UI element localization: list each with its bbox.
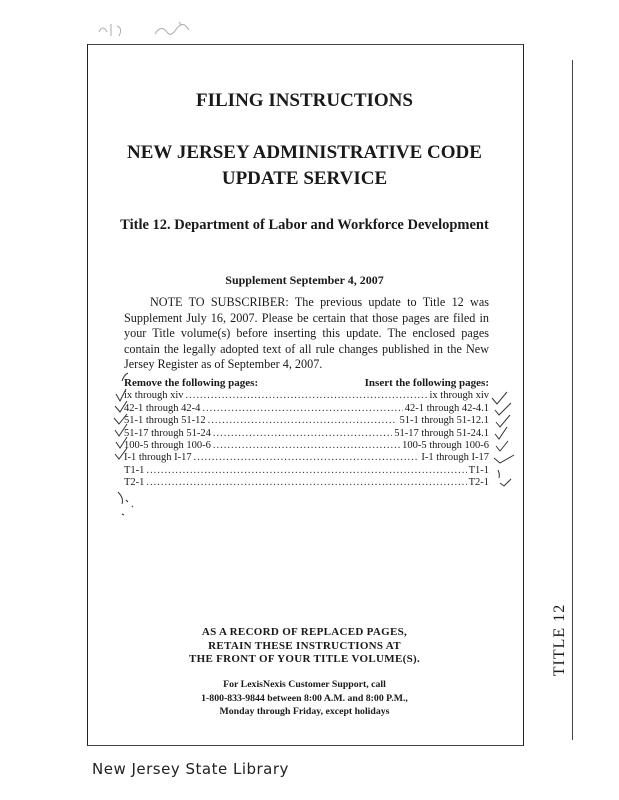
support-line2: 1-800-833-9844 between 8:00 A.M. and 8:00 P.M.,: [201, 692, 408, 704]
supplement-date: Supplement September 4, 2007: [225, 273, 384, 287]
page-row: [124, 390, 489, 402]
leader-dots: [213, 440, 400, 452]
insert-pages: ix through xiv: [429, 390, 489, 402]
remove-pages: T2-1: [124, 477, 145, 489]
subscriber-note: NOTE TO SUBSCRIBER: The previous update to Title 12 was Supplement July 16, 2007. Please be certain that those pages are filed in your Title volume(s) before inserting this update. The enclosed pages contain the legally adopted text of all rule changes published in the New Jersey Register as of September 4, 2007.: [124, 295, 489, 371]
insert-pages: I-1 through I-17: [421, 452, 489, 464]
remove-pages: ix through xiv: [124, 390, 184, 402]
tab-divider: [572, 60, 573, 740]
leader-dots: [208, 415, 398, 427]
page-row: [124, 477, 489, 489]
page-row: [124, 465, 489, 477]
code-heading: [87, 140, 522, 192]
insert-pages: 42-1 through 42-4.1: [404, 402, 489, 414]
code-heading-line1: NEW JERSEY ADMINISTRATIVE CODE: [127, 142, 482, 163]
page-row: [124, 440, 489, 452]
support-line3: Monday through Friday, except holidays: [219, 706, 390, 718]
leader-dots: [146, 465, 466, 477]
page-row: [124, 403, 489, 415]
customer-support: [87, 678, 522, 719]
retain-line2: RETAIN THESE INSTRUCTIONS AT: [208, 639, 401, 652]
leader-dots: [186, 390, 428, 402]
page-list-header: [124, 377, 489, 389]
remove-pages: I-1 through I-17: [124, 452, 192, 464]
scan-artifact: [95, 18, 215, 40]
insert-pages: T2-1: [468, 477, 489, 489]
retain-line1: AS A RECORD OF REPLACED PAGES,: [201, 626, 408, 638]
remove-header: Remove the following pages:: [124, 377, 259, 389]
page-row: [124, 452, 489, 464]
retain-instructions: [87, 626, 522, 667]
insert-pages: T1-1: [468, 464, 489, 476]
library-stamp: New Jersey State Library: [92, 760, 289, 778]
title-tab-label: TITLE 12: [551, 603, 568, 677]
insert-pages: 51-17 through 51-24.1: [394, 427, 489, 439]
remove-pages: 100-5 through 100-6: [124, 440, 211, 452]
remove-pages: T1-1: [124, 464, 145, 476]
remove-pages: 51-17 through 51-24: [124, 427, 211, 439]
insert-header: Insert the following pages:: [364, 377, 489, 389]
leader-dots: [146, 477, 466, 489]
code-heading-line2: UPDATE SERVICE: [221, 168, 388, 189]
insert-pages: 51-1 through 51-12.1: [399, 415, 489, 427]
page-row: [124, 415, 489, 427]
support-line1: For LexisNexis Customer Support, call: [223, 679, 386, 690]
title-heading: Title 12. Department of Labor and Workforce Development: [120, 217, 489, 233]
retain-line3: THE FRONT OF YOUR TITLE VOLUME(S).: [188, 653, 421, 665]
insert-pages: 100-5 through 100-6: [402, 440, 489, 452]
filing-instructions-heading: FILING INSTRUCTIONS: [196, 90, 413, 111]
leader-dots: [194, 452, 420, 464]
remove-pages: 42-1 through 42-4: [124, 402, 201, 414]
leader-dots: [202, 403, 402, 415]
remove-pages: 51-1 through 51-12: [124, 415, 206, 427]
leader-dots: [213, 428, 392, 440]
page-row: [124, 428, 489, 440]
page-list: [124, 377, 489, 490]
